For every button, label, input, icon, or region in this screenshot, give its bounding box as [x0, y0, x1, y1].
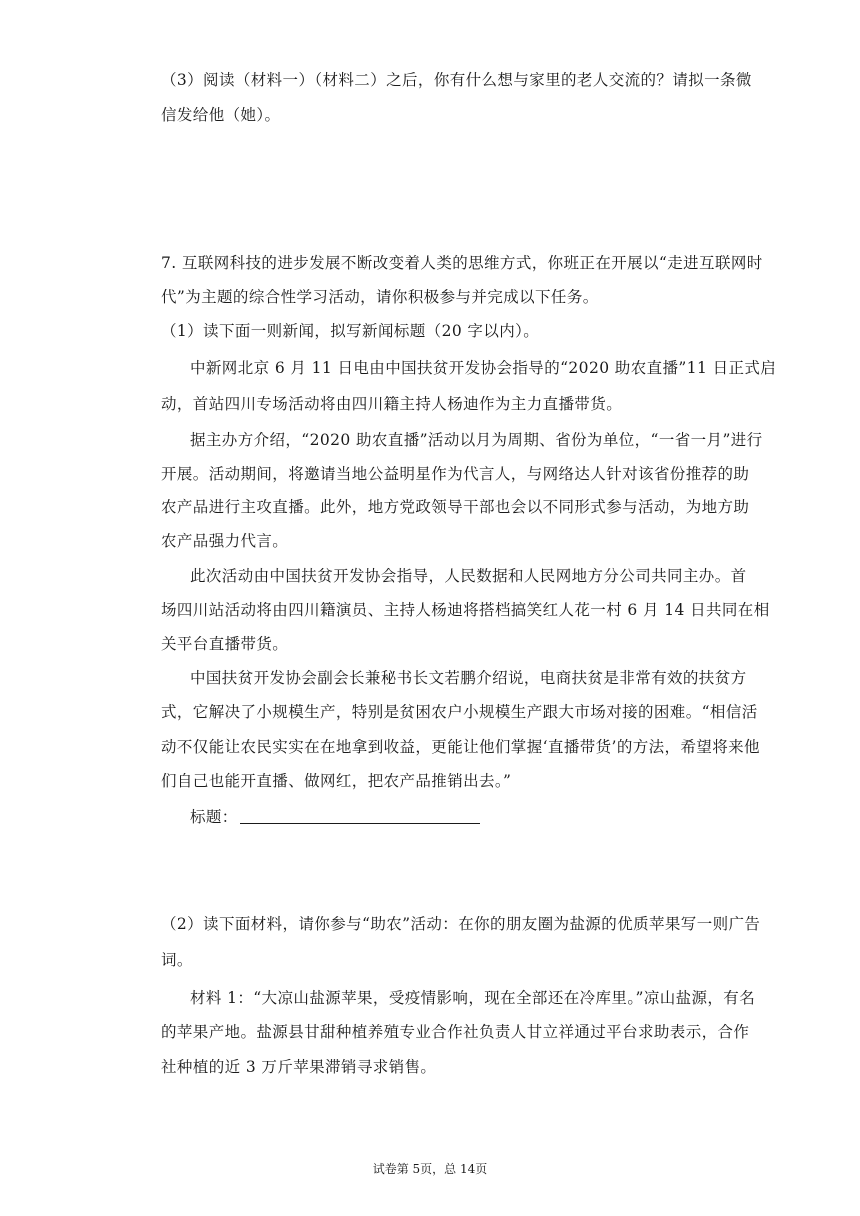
news-paragraph4-line3: 动不仅能让农民实实在在地拿到收益，更能让他们掌握‘直播带货’的方法，希望将来他 [161, 738, 760, 756]
news-paragraph3-line2: 场四川站活动将由四川籍演员、主持人杨迪将搭档搞笑红人花一村 6 月 14 日共同在相 [161, 601, 770, 619]
q6-part3-line1: （3）阅读（材料一）（材料二）之后，你有什么想与家里的老人交流的？请拟一条微 [161, 71, 752, 89]
q7-intro-line1: 7. 互联网科技的进步发展不断改变着人类的思维方式，你班正在开展以“走进互联网时 [161, 254, 763, 272]
q6-part3-line2: 信发给他（她）。 [161, 106, 281, 124]
news-paragraph3-line1: 此次活动由中国扶贫开发协会指导，人民数据和人民网地方分公司共同主办。首 [190, 567, 747, 585]
news-paragraph4-line2: 式，它解决了小规模生产，特别是贫困农户小规模生产跟大市场对接的困难。“相信活 [161, 703, 758, 721]
material1-line2: 的苹果产地。盐源县甘甜种植养殖专业合作社负责人甘立祥通过平台求助表示，合作 [161, 1023, 750, 1041]
news-paragraph3-line3: 关平台直播带货。 [161, 635, 289, 653]
news-paragraph2-line4: 农产品强力代言。 [161, 532, 289, 550]
material1-line1: 材料 1：“大凉山盐源苹果，受疫情影响，现在全部还在冷库里。”凉山盐源，有名 [190, 989, 756, 1007]
news-paragraph1-line1: 中新网北京 6 月 11 日电由中国扶贫开发协会指导的“2020 助农直播”11 日正式启 [190, 359, 777, 377]
news-paragraph2-line1: 据主办方介绍，“2020 助农直播”活动以月为周期、省份为单位，“一省一月”进行 [190, 431, 763, 449]
news-paragraph4-line4: 们自己也能开直播、做网红，把农产品推销出去。” [161, 772, 512, 790]
material1-line3: 社种植的近 3 万斤苹果滞销寻求销售。 [161, 1058, 437, 1076]
title-answer-blank[interactable] [240, 823, 480, 824]
page-footer: 试卷第 5页，总 14页 [372, 1162, 488, 1176]
q7-intro-line2: 代”为主题的综合性学习活动，请你积极参与并完成以下任务。 [161, 288, 599, 306]
news-paragraph1-line2: 动，首站四川专场活动将由四川籍主持人杨迪作为主力直播带货。 [161, 395, 623, 413]
q7-part2-prompt-line2: 词。 [161, 951, 193, 969]
q7-part2-prompt-line1: （2）读下面材料，请你参与“助农”活动：在你的朋友圈为盐源的优质苹果写一则广告 [161, 915, 761, 933]
news-paragraph4-line1: 中国扶贫开发协会副会长兼秘书长文若鹏介绍说，电商扶贫是非常有效的扶贫方 [190, 669, 747, 687]
title-label: 标题： [190, 808, 238, 826]
news-paragraph2-line2: 开展。活动期间，将邀请当地公益明星作为代言人，与网络达人针对该省份推荐的助 [161, 465, 750, 483]
news-paragraph2-line3: 农产品进行主攻直播。此外，地方党政领导干部也会以不同形式参与活动，为地方助 [161, 498, 750, 516]
q7-part1-prompt: （1）读下面一则新闻，拟写新闻标题（20 字以内）。 [161, 322, 540, 340]
